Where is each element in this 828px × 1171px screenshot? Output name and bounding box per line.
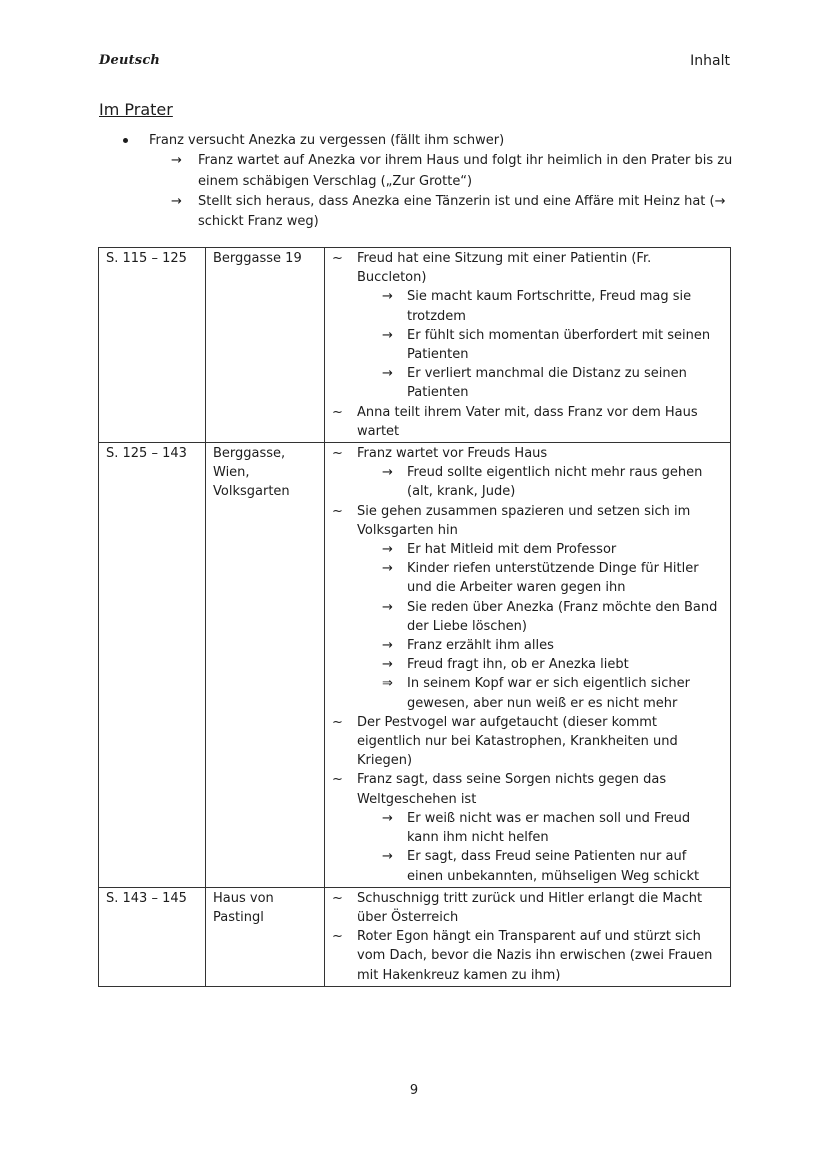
note-text: Schuschnigg tritt zurück und Hitler erlangt die Macht über Österreich <box>357 890 703 925</box>
note-subitem <box>332 847 724 885</box>
note-item <box>332 444 724 463</box>
section-title: Im Prater <box>99 100 173 119</box>
intro-bullet <box>99 131 739 151</box>
note-subitem <box>332 559 724 597</box>
notes-cell <box>325 443 731 888</box>
note-subitem-text: Kinder riefen unterstützende Dinge für Hitler und die Arbeiter waren gegen ihn <box>407 561 699 596</box>
place-cell: Berggasse 19 <box>206 248 325 443</box>
note-text: Sie gehen zusammen spazieren und setzen sich im Volksgarten hin <box>357 503 691 538</box>
arrow-right-icon: → <box>382 289 393 305</box>
note-subitem-text: In seinem Kopf war er sich eigentlich sicher gewesen, aber nun weiß er es nicht mehr <box>407 676 690 711</box>
place-cell: Haus von Pastingl <box>206 887 325 986</box>
place-cell: Berggasse, Wien, Volksgarten <box>206 443 325 888</box>
note-item <box>332 249 724 287</box>
tilde-icon: ~ <box>332 929 343 945</box>
note-subitem-text: Freud sollte eigentlich nicht mehr raus gehen (alt, krank, Jude) <box>407 465 703 500</box>
note-subitem <box>332 598 724 636</box>
arrow-right-icon: → <box>382 599 393 615</box>
tilde-icon: ~ <box>332 404 343 420</box>
notes-cell <box>325 887 731 986</box>
note-subitem-text: Er hat Mitleid mit dem Professor <box>407 542 617 558</box>
arrow-right-icon: → <box>382 366 393 382</box>
arrow-right-icon: → <box>382 810 393 826</box>
note-text: Franz wartet vor Freuds Haus <box>357 446 548 462</box>
intro-arrow-text: Franz wartet auf Anezka vor ihrem Haus und folgt ihr heimlich in den Prater bis zu einem schäbigen Verschlag („Zur Grotte“) <box>198 153 733 189</box>
note-subitem <box>332 809 724 847</box>
notes-cell <box>325 248 731 443</box>
note-item <box>332 403 724 441</box>
note-subitem <box>332 364 724 402</box>
note-subitem <box>332 326 724 364</box>
tilde-icon: ~ <box>332 890 343 906</box>
chapter-table-body <box>99 248 731 987</box>
intro-bullet-text: Franz versucht Anezka zu vergessen (fällt ihm schwer) <box>149 133 505 148</box>
arrow-right-icon: → <box>382 327 393 343</box>
note-subitem-text: Franz erzählt ihm alles <box>407 638 554 654</box>
note-subitem <box>332 674 724 712</box>
note-text: Anna teilt ihrem Vater mit, dass Franz vor dem Haus wartet <box>357 404 698 439</box>
note-text: Freud hat eine Sitzung mit einer Patientin (Fr. Buccleton) <box>357 251 652 286</box>
note-item <box>332 889 724 927</box>
double-arrow-right-icon: ⇒ <box>382 676 393 692</box>
arrow-right-icon: → <box>382 465 393 481</box>
intro-list <box>99 131 739 232</box>
note-subitem-text: Sie macht kaum Fortschritte, Freud mag sie trotzdem <box>407 289 692 324</box>
chapter-table <box>98 247 731 987</box>
note-item <box>332 713 724 771</box>
note-subitem-text: Er sagt, dass Freud seine Patienten nur auf einen unbekannten, mühseligen Weg schickt <box>407 849 700 884</box>
note-item <box>332 927 724 985</box>
tilde-icon: ~ <box>332 251 343 266</box>
intro-arrow-text: Stellt sich heraus, dass Anezka eine Tänzerin ist und eine Affäre mit Heinz hat (→ schickt Franz weg) <box>198 193 726 230</box>
tilde-icon: ~ <box>332 714 343 730</box>
intro-arrow-item <box>99 192 739 233</box>
note-subitem-text: Freud fragt ihn, ob er Anezka liebt <box>407 657 629 673</box>
header-subject: Deutsch <box>99 53 161 68</box>
note-subitem <box>332 655 724 674</box>
arrow-right-icon: → <box>171 193 182 209</box>
note-text: Der Pestvogel war aufgetaucht (dieser kommt eigentlich nur bei Katastrophen, Krankheiten und Kriegen) <box>357 714 678 769</box>
tilde-icon: ~ <box>332 446 343 462</box>
note-subitem-text: Er weiß nicht was er machen soll und Freud kann ihm nicht helfen <box>407 810 691 846</box>
intro-arrow-item <box>99 151 739 192</box>
bullet-dot-icon <box>99 131 149 151</box>
table-row <box>99 887 731 986</box>
page-range-cell: S. 143 – 145 <box>99 887 206 986</box>
note-subitem <box>332 540 724 559</box>
note-text: Roter Egon hängt ein Transparent auf und stürzt sich vom Dach, bevor die Nazis ihn erwischen (zwei Frauen mit Hakenkreuz kamen zu ihm) <box>357 929 713 983</box>
table-row <box>99 443 731 888</box>
arrow-right-icon: → <box>382 849 393 865</box>
page-range-cell: S. 125 – 143 <box>99 443 206 888</box>
arrow-right-icon: → <box>382 657 393 673</box>
arrow-right-icon: → <box>382 542 393 558</box>
page-range-cell: S. 115 – 125 <box>99 248 206 443</box>
page-number: 9 <box>409 1083 419 1098</box>
table-row <box>99 248 731 443</box>
note-subitem <box>332 463 724 501</box>
header-section: Inhalt <box>690 53 730 69</box>
note-item <box>332 502 724 540</box>
tilde-icon: ~ <box>332 772 343 788</box>
arrow-right-icon: → <box>382 638 393 654</box>
note-subitem <box>332 287 724 325</box>
tilde-icon: ~ <box>332 503 343 519</box>
note-subitem <box>332 636 724 655</box>
arrow-right-icon: → <box>171 153 182 169</box>
note-text: Franz sagt, dass seine Sorgen nichts gegen das Weltgeschehen ist <box>357 772 667 807</box>
note-subitem-text: Sie reden über Anezka (Franz möchte den Band der Liebe löschen) <box>407 599 718 634</box>
note-item <box>332 770 724 808</box>
note-subitem-text: Er fühlt sich momentan überfordert mit seinen Patienten <box>407 327 711 363</box>
note-subitem-text: Er verliert manchmal die Distanz zu seinen Patienten <box>407 366 687 401</box>
arrow-right-icon: → <box>382 561 393 577</box>
